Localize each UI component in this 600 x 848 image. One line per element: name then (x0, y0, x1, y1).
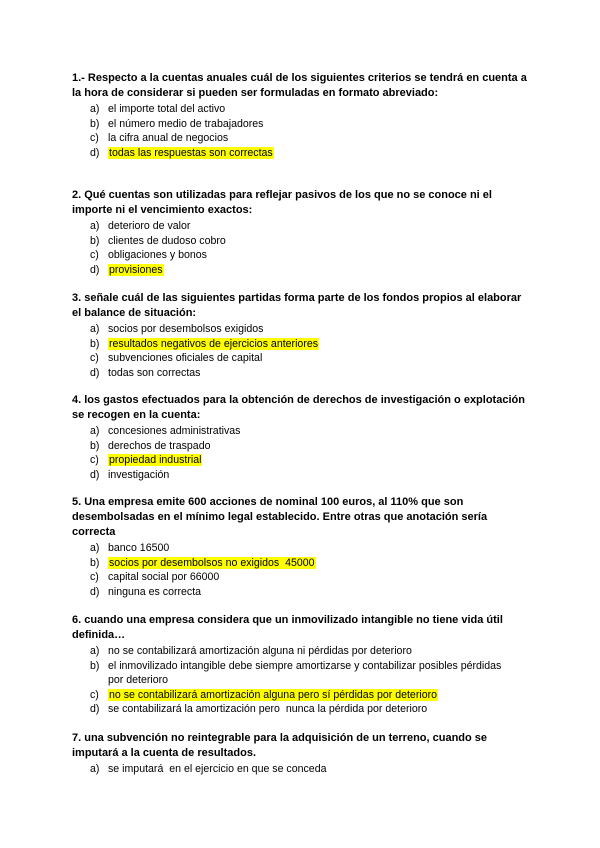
option-text: la cifra anual de negocios (108, 132, 229, 145)
option-c: c) la cifra anual de negocios (90, 132, 229, 145)
highlighted-answer: provisiones (109, 263, 163, 276)
question-text: 5. Una empresa emite 600 acciones de nominal 100 euros, al 110% que son desembolsadas en el mínimo legal establecido. Entre otras que anotación sería correcta (72, 496, 488, 538)
option-text: el importe total del activo (108, 103, 226, 115)
option-text: clientes de dudoso cobro (108, 234, 226, 247)
option-text: socios por desembolsos exigidos (108, 323, 264, 335)
option-text: concesiones administrativas (108, 425, 241, 437)
highlighted-answer: propiedad industrial (109, 454, 202, 467)
option-b: b) el inmovilizado intangible debe siempre amortizarse y contabilizar posibles pérdidas por deterioro (72, 659, 532, 688)
option-a: a) socios por desembolsos exigidos (90, 323, 264, 335)
option-text: investigación (108, 468, 170, 481)
option-a: a) deterioro de valor (90, 220, 191, 232)
option-c: c) no se contabilizará amortización alguna pero sí pérdidas por deterioro (90, 688, 438, 701)
question-text: 1.- Respecto a la cuentas anuales cuál de los siguientes criterios se tendrá en cuenta a la hora de considerar si pueden ser formuladas en formato abreviado: (72, 72, 527, 99)
option-text: deterioro de valor (108, 220, 191, 232)
highlighted-answer: no se contabilizará amortización alguna pero sí pérdidas por deterioro (109, 688, 438, 701)
question-4 (72, 393, 532, 482)
option-text: obligaciones y bonos (108, 249, 207, 262)
option-text: ninguna es correcta (108, 585, 202, 598)
option-text: subvenciones oficiales de capital (108, 352, 263, 365)
option-text-continuation: por deterioro (108, 674, 169, 687)
option-text: derechos de traspado (108, 439, 211, 452)
option-d: d) ninguna es correcta (90, 585, 202, 598)
option-c: c) propiedad industrial (90, 454, 202, 467)
option-a: a) no se contabilizará amortización alguna ni pérdidas por deterioro (90, 645, 412, 657)
option-d: d) investigación (90, 468, 170, 481)
highlighted-answer: resultados negativos de ejercicios anteriores (109, 337, 319, 350)
option-d: d) todas son correctas (90, 366, 201, 379)
question-5 (72, 495, 532, 599)
option-d: d) todas las respuestas son correctas (90, 146, 273, 159)
option-text: todas son correctas (108, 366, 201, 379)
option-d: d) provisiones (90, 263, 163, 276)
option-b: b) el número medio de trabajadores (90, 117, 264, 130)
option-text: el inmovilizado intangible debe siempre amortizarse y contabilizar posibles pérdidas (108, 659, 502, 672)
option-text: el número medio de trabajadores (108, 117, 264, 130)
question-1 (72, 71, 532, 160)
option-text: banco 16500 (108, 542, 170, 554)
option-d: d) se contabilizará la amortización pero nunca la pérdida por deterioro (90, 703, 428, 716)
option-b: b) resultados negativos de ejercicios anteriores (90, 337, 319, 350)
option-b: b) derechos de traspado (90, 439, 211, 452)
highlighted-answer: todas las respuestas son correctas (109, 146, 273, 159)
question-3 (72, 291, 532, 380)
option-text: se imputará en el ejercicio en que se conceda (108, 763, 327, 775)
option-a: a) se imputará en el ejercicio en que se conceda (90, 763, 327, 775)
highlighted-answer: socios por desembolsos no exigidos 45000 (109, 556, 315, 569)
question-6 (72, 613, 532, 717)
option-c: c) obligaciones y bonos (90, 249, 207, 262)
option-a: a) concesiones administrativas (90, 425, 241, 437)
option-c: c) capital social por 66000 (90, 571, 220, 584)
option-text: se contabilizará la amortización pero nunca la pérdida por deterioro (108, 703, 428, 716)
option-b: b) clientes de dudoso cobro (90, 234, 226, 247)
question-text: 3. señale cuál de las siguientes partidas forma parte de los fondos propios al elaborar el balance de situación: (72, 292, 522, 319)
question-2 (72, 188, 532, 277)
question-7 (72, 731, 532, 777)
option-a: a) banco 16500 (90, 542, 170, 554)
question-text: 7. una subvención no reintegrable para la adquisición de un terreno, cuando se imputará a la cuenta de resultados. (72, 732, 488, 759)
question-text: 2. Qué cuentas son utilizadas para reflejar pasivos de los que no se conoce ni el importe ni el vencimiento exactos: (72, 189, 492, 216)
question-text: 4. los gastos efectuados para la obtención de derechos de investigación o explotación se recogen en la cuenta: (72, 394, 525, 421)
option-text: no se contabilizará amortización alguna ni pérdidas por deterioro (108, 645, 412, 657)
option-a: a) el importe total del activo (90, 103, 226, 115)
option-text: capital social por 66000 (108, 571, 220, 584)
question-text: 6. cuando una empresa considera que un inmovilizado intangible no tiene vida útil definida… (72, 614, 503, 641)
option-c: c) subvenciones oficiales de capital (90, 352, 263, 365)
option-b: b) socios por desembolsos no exigidos 45000 (90, 556, 315, 569)
